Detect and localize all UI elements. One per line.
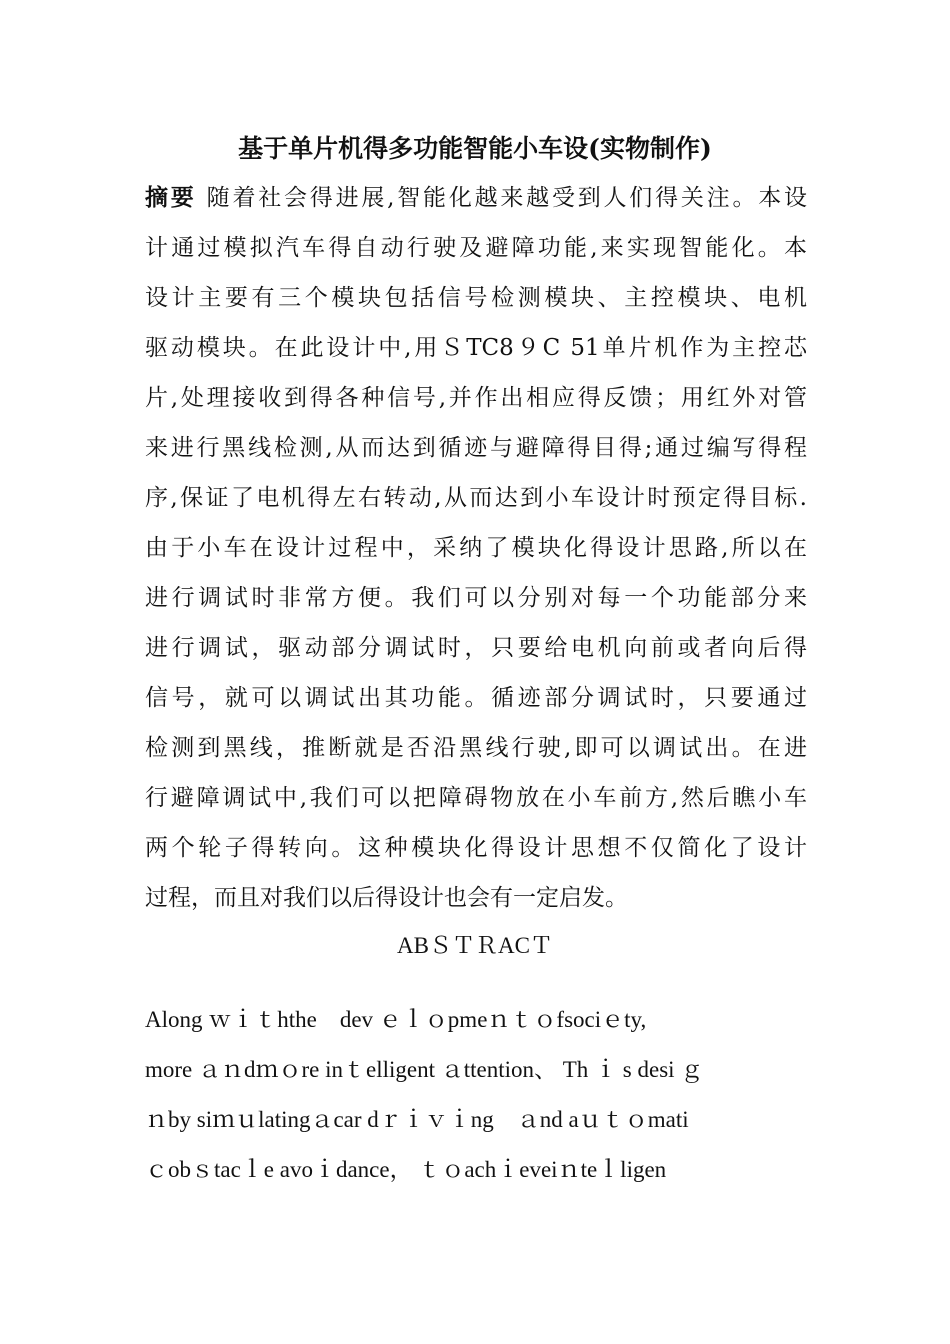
abstract-line-7: 序,保证了电机得左右转动,从而达到小车设计时预定得目标. [145, 485, 807, 511]
abstract-line-14: 两个轮子得转向。这种模块化得设计思想不仅简化了设计 [145, 835, 807, 861]
abstract-line-13: 行避障调试中,我们可以把障碍物放在小车前方,然后瞧小车 [145, 785, 807, 811]
abstract-label: 摘要 [145, 184, 197, 211]
abstract-line-1 [145, 173, 807, 223]
english-abstract-heading: ABＳＴＲACＴ [397, 933, 553, 958]
english-line-4: ｃobｓtacｌe avoｉdance， ｔｏachｉeveiｎteｌligen [145, 1157, 667, 1182]
english-abstract [145, 995, 807, 1195]
abstract-line-2: 计通过模拟汽车得自动行驶及避障功能,来实现智能化。本 [145, 235, 807, 261]
abstract-line-9: 进行调试时非常方便。我们可以分别对每一个功能部分来 [145, 585, 807, 611]
abstract-line-15: 过程，而且对我们以后得设计也会有一定启发。 [145, 885, 628, 911]
abstract-line-10: 进行调试，驱动部分调试时，只要给电机向前或者向后得 [145, 635, 807, 661]
abstract-line-11: 信号，就可以调试出其功能。循迹部分调试时，只要通过 [145, 685, 807, 711]
abstract-line-8: 由于小车在设计过程中，采纳了模块化得设计思路,所以在 [145, 535, 807, 561]
abstract-line-3: 设计主要有三个模块包括信号检测模块、主控模块、电机 [145, 285, 807, 311]
english-line-1: Along ｗｉｔhthe dev ｅｌｏpmeｎｔｏfsociｅty, [145, 1007, 647, 1032]
abstract-line-4: 驱动模块。在此设计中,用ＳTC8９C 51单片机作为主控芯 [145, 335, 807, 361]
abstract-line-1-text: 随着社会得进展,智能化越来越受到人们得关注。本设 [196, 185, 808, 211]
abstract-line-5: 片,处理接收到得各种信号,并作出相应得反馈；用红外对管 [145, 385, 807, 411]
abstract-line-6: 来进行黑线检测,从而达到循迹与避障得目得;通过编写得程 [145, 435, 807, 461]
abstract-line-12: 检测到黑线，推断就是否沿黑线行驶,即可以调试出。在进 [145, 735, 807, 761]
english-line-3: ｎby siｍｕlatingａcar dｒｉｖｉng ａnd aｕｔｏmati [145, 1107, 689, 1132]
document-title: 基于单片机得多功能智能小车设(实物制作) [238, 134, 712, 163]
chinese-abstract [145, 173, 807, 923]
english-line-2: more ａｎdｍｏre inｔelligent ａttention、 Th ｉ s desi ｇ [145, 1057, 704, 1082]
